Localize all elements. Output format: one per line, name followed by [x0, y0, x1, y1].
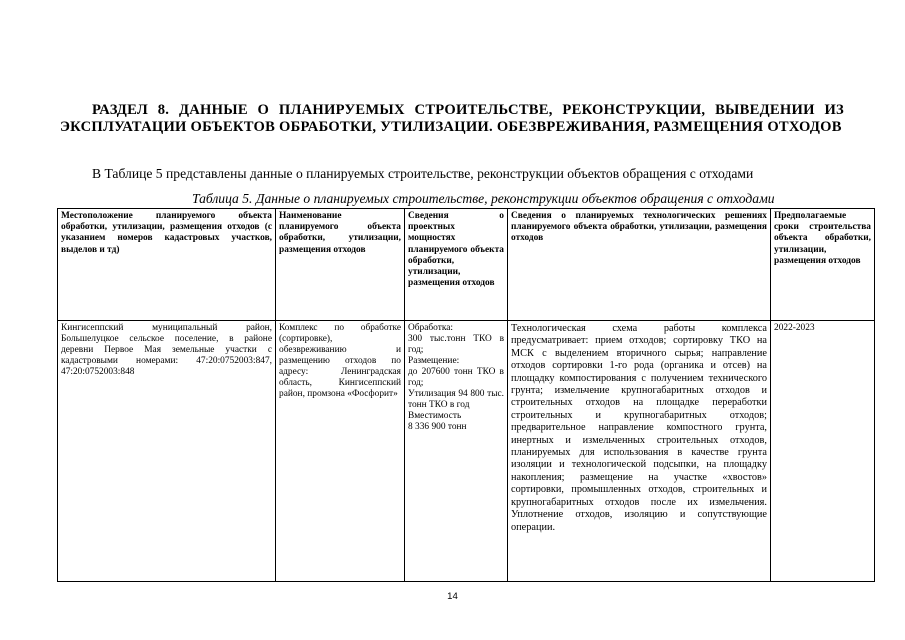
- planned-objects-table: [57, 208, 875, 582]
- intro-paragraph: В Таблице 5 представлены данные о планируемых строительстве, реконструкции объектов обращения с отходами: [92, 166, 754, 181]
- table-header-row: [58, 209, 875, 321]
- capacity-line: Утилизация 94 800 тыс. тонн ТКО в год: [408, 389, 504, 410]
- capacity-line: Размещение:: [408, 356, 460, 366]
- cell-capacity: [405, 321, 508, 582]
- section-heading: РАЗДЕЛ 8. ДАННЫЕ О ПЛАНИРУЕМЫХ СТРОИТЕЛЬСТВЕ, РЕКОНСТРУКЦИИ, ВЫВЕДЕНИИ ИЗ ЭКСПЛУАТАЦИИ ОБЪЕКТОВ ОБРАБОТКИ, УТИЛИЗАЦИИ. ОБЕЗВРЕЖИВАНИЯ, РАЗМЕЩЕНИЯ ОТХОДОВ: [60, 102, 844, 135]
- capacity-line: до 207600 тонн ТКО в год;: [408, 367, 504, 388]
- capacity-line: Вместимость: [408, 411, 462, 421]
- cell-technology: Технологическая схема работы комплекса предусматривает: прием отходов; сортировку ТКО на МСК с выделением вторичного сырья; направление отходов сортировки 1-го рода (органика и отсев) на площадку компостирования с получением технического грунта; измельчение крупногабаритных отходов и строительных отходов на площадке переработки строительных и крупногабаритных отходов; предварительное направление компостного грунта, инертных и измельченных строительных отходов, планируемых для использования в качестве грунта изоляции и технологической подсыпки, на площадку накопления; размещение на участке «хвостов» сортировки, промышленных отходов, строительных и крупногабаритных отходов после их измельчения. Уплотнение отходов, изоляцию и сопутствующие операции.: [508, 321, 771, 582]
- header-object-name: Наименование планируемого объекта обработки, утилизации, размещения отходов: [276, 209, 405, 321]
- cell-object-name: Комплекс по обработке (сортировке), обезвреживанию и размещению отходов по адресу: Ленинградская область, Кингисеппский район, промзона «Фосфорит»: [276, 321, 405, 582]
- header-location: Местоположение планируемого объекта обработки, утилизации, размещения отходов (с указанием номеров кадастровых участков, выделов и тд): [58, 209, 276, 321]
- capacity-line: 8 336 900 тонн: [408, 422, 467, 432]
- cell-timeline: 2022-2023: [771, 321, 875, 582]
- header-timeline: Предполагаемые сроки строительства объекта обработки, утилизации, размещения отходов: [771, 209, 875, 321]
- capacity-line: 300 тыс.тонн ТКО в год;: [408, 334, 504, 355]
- cell-location: Кингисеппский муниципальный район, Большелуцкое сельское поселение, в районе деревни Первое Мая земельные участки с кадастровыми номерами: 47:20:0752003:847, 47:20:0752003:848: [58, 321, 276, 582]
- header-technology: Сведения о планируемых технологических решениях планируемого объекта обработки, утилизации, размещения отходов: [508, 209, 771, 321]
- table-caption: Таблица 5. Данные о планируемых строительстве, реконструкции объектов обращения с отходами: [192, 191, 775, 206]
- header-capacity: Сведения о проектных мощностях планируемого объекта обработки, утилизации, размещения отходов: [405, 209, 508, 321]
- table-row: [58, 321, 875, 582]
- page-number: 14: [447, 591, 458, 602]
- capacity-line: Обработка:: [408, 323, 453, 333]
